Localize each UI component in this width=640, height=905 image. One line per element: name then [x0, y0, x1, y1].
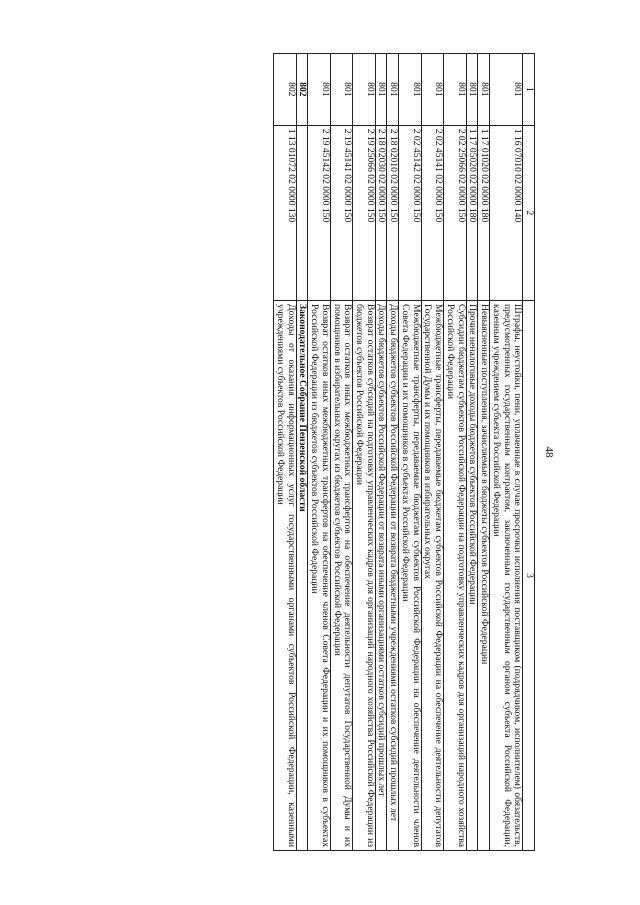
revenue-code-cell: 2 19 25066 02 0000 150 [353, 125, 375, 300]
revenue-name-cell: Межбюджетные трансферты, передаваемые бюджетам субъектов Российской Федерации на обеспечение деятельности членов Совета Федерации и их помощников в субъектах Российской Федерации [399, 301, 421, 851]
admin-code-cell: 801 [466, 54, 478, 126]
admin-code-cell: 801 [490, 54, 523, 126]
revenue-name-cell: Возврат остатков иных межбюджетных трансфертов на обеспечение членов Совета Федерации и их помощников в субъектах Российской Федерации из бюджетов субъектов Российской Федерации [308, 301, 330, 851]
revenue-code-cell: 2 18 02010 02 0000 150 [387, 125, 399, 300]
revenue-name-cell: Возврат остатков иных межбюджетных трансфертов на обеспечение деятельности депутатов Государственной Думы и их помощников в избирательных округах из бюджетов субъектов Российской Федерации [330, 301, 352, 851]
table-row [466, 54, 478, 851]
revenue-name-cell: Невыясненные поступления, зачисляемые в бюджеты субъектов Российской Федерации [478, 301, 490, 851]
revenue-code-cell: 1 17 01020 02 0000 180 [478, 125, 490, 300]
table-row [444, 54, 466, 851]
table-row [353, 54, 375, 851]
table-header-row [523, 54, 535, 851]
column-header-1: 1 [523, 54, 535, 126]
revenue-name-cell: Возврат остатков субсидий на подготовку управленческих кадров для организаций народного хозяйства Российской Федерации из бюджетов субъектов Российской Федерации [353, 301, 375, 851]
admin-code-cell: 801 [308, 54, 330, 126]
admin-code-cell: 801 [399, 54, 421, 126]
table-row [308, 54, 330, 851]
table-row [490, 54, 523, 851]
revenue-code-cell: 1 16 07010 02 0000 140 [490, 125, 523, 300]
revenue-code-cell: 2 19 45141 02 0000 150 [330, 125, 352, 300]
revenue-name-cell: Субсидии бюджетам субъектов Российской Федерации на подготовку управленческих кадров для организаций народного хозяйства Российской Федерации [444, 301, 466, 851]
revenue-name-cell: Штрафы, неустойки, пени, уплаченные в случае просрочки исполнения поставщиком (подрядчиком, исполнителем) обязательств, предусмотренных государственным контрактом, заключенным государственным органом субъекта Российской Федерации, казенным учреждением субъекта Российской Федерации [490, 301, 523, 851]
admin-code-cell: 801 [421, 54, 443, 126]
revenue-codes-table [273, 53, 535, 851]
table-row [387, 54, 399, 851]
column-header-3: 3 [523, 301, 535, 851]
revenue-name-cell: Межбюджетные трансферты, передаваемые бюджетам субъектов Российской Федерации на обеспечение деятельности депутатов Государственной Думы и их помощников в избирательных округах [421, 301, 443, 851]
table-row [274, 54, 296, 851]
table-row [399, 54, 421, 851]
admin-code-cell: 801 [444, 54, 466, 126]
table-row [478, 54, 490, 851]
table-row [330, 54, 352, 851]
revenue-name-cell: Доходы бюджетов субъектов Российской Федерации от возврата бюджетными учреждениями остатков субсидий прошлых лет [387, 301, 399, 851]
admin-code-cell: 802 [274, 54, 296, 126]
admin-code-cell: 801 [375, 54, 387, 126]
revenue-code-cell: 1 17 05020 02 0000 180 [466, 125, 478, 300]
revenue-name-cell: Доходы бюджетов субъектов Российской Федерации от возврата иными организациями остатков субсидий прошлых лет [375, 301, 387, 851]
page-number: 48 [543, 446, 555, 458]
revenue-name-cell: Законодательное Собрание Пензенской области [296, 301, 308, 851]
table-row [421, 54, 443, 851]
revenue-code-cell [296, 125, 308, 300]
revenue-code-cell: 2 02 45141 02 0000 150 [421, 125, 443, 300]
revenue-code-cell: 2 18 02030 02 0000 150 [375, 125, 387, 300]
admin-code-cell: 801 [353, 54, 375, 126]
revenue-code-cell: 1 13 01072 02 0000 130 [274, 125, 296, 300]
admin-code-cell: 802 [296, 54, 308, 126]
revenue-code-cell: 2 02 45142 02 0000 150 [399, 125, 421, 300]
admin-code-cell: 801 [478, 54, 490, 126]
table-row [375, 54, 387, 851]
revenue-code-cell: 2 02 25066 02 0000 150 [444, 125, 466, 300]
admin-code-cell: 801 [387, 54, 399, 126]
revenue-name-cell: Прочие неналоговые доходы бюджетов субъектов Российской Федерации [466, 301, 478, 851]
revenue-name-cell: Доходы от оказания информационных услуг государственными органами субъектов Российской Федерации, казенными учреждениями субъектов Российской Федерации [274, 301, 296, 851]
column-header-2: 2 [523, 125, 535, 300]
table-row [296, 54, 308, 851]
revenue-code-cell: 2 19 45142 02 0000 150 [308, 125, 330, 300]
rotated-table-container [105, 53, 535, 851]
admin-code-cell: 801 [330, 54, 352, 126]
